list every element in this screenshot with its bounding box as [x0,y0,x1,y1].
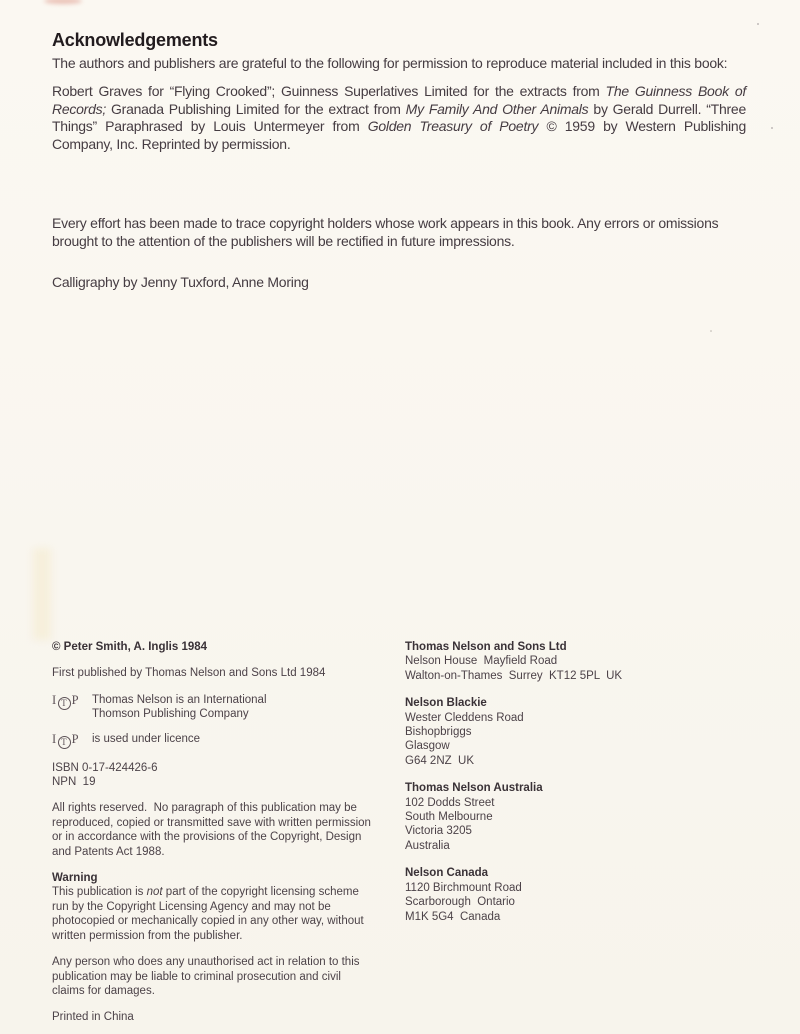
address-line: South Melbourne [405,811,493,824]
copyright-line: © Peter Smith, A. Inglis 1984 [52,641,208,653]
itp-circled-t-icon: T [58,736,71,749]
warning-not-italic: not [146,886,163,899]
scan-speck [771,127,773,129]
itp-statement-text [92,693,267,722]
warning-paragraph [52,885,374,943]
imprint-name: Nelson Blackie [405,697,487,710]
itp-letter-i: I [52,693,57,708]
address-line: Australia [405,839,450,852]
itp-statement-line2: Thomson Publishing Company [92,708,249,721]
credit-text: Robert Graves for “Flying Crooked”; Guinness Superlatives Limited for the extracts from [52,83,606,99]
imprint-lines [405,796,735,854]
imprint-block [405,781,735,853]
printed-in-line: Printed in China [52,1011,134,1024]
imprint-block [405,696,735,768]
itp-statement-line1: Thomas Nelson is an International [92,693,267,706]
address-line: 102 Dodds Street [405,796,495,809]
imprint-block [405,640,735,683]
imprint-block [405,866,735,924]
warning-text: part of the copyright licensing scheme run by the Copyright Licensing Agency and may not be photocopied or mechanically copied in any other way, without written permission from the publisher. [52,886,364,942]
address-line: Victoria 3205 [405,825,472,838]
address-line: Nelson House Mayfield Road [405,655,558,668]
itp-circled-t-icon: T [58,697,71,710]
address-line: M1K 5G4 Canada [405,910,501,923]
itp-logo-icon [52,693,92,710]
isbn-line: ISBN 0-17-424426-6 [52,761,158,774]
warning-heading: Warning [52,872,98,885]
addresses-column [405,640,735,937]
scan-smudge-red [44,0,82,4]
imprint-name: Thomas Nelson Australia [405,782,543,795]
credit-title-italic: The Guinness Book of Records; [52,83,746,117]
imprint-name: Nelson Canada [405,867,489,880]
address-line: Wester Cleddens Road [405,711,524,724]
imprint-name: Thomas Nelson and Sons Ltd [405,641,567,653]
itp-letter-i: I [52,732,57,747]
credit-text: © 1959 by Western Publishing Company, Inc. Reprinted by permission. [52,118,746,152]
page-title: Acknowledgements [52,30,218,50]
address-line: 1120 Birchmount Road [405,881,522,894]
credits-paragraph [52,83,746,153]
imprint-lines [405,881,735,924]
first-published-line: First published by Thomas Nelson and Sons Ltd 1984 [52,667,326,680]
address-line: Glasgow [405,740,450,753]
warning-text: This publication is [52,886,147,899]
calligraphy-credit: Calligraphy by Jenny Tuxford, Anne Moring [52,274,309,291]
imprint-lines [405,654,735,683]
acknowledgements-section [52,30,746,291]
colophon-column [52,640,374,1025]
itp-statement [52,693,374,722]
address-line: Scarborough Ontario [405,896,515,909]
scan-speck [710,330,712,332]
address-line: Walton-on-Thames Surrey KT12 5PL UK [405,669,623,682]
credit-text: by Gerald Durrell. “Three Things” Paraphrased by Louis Untermeyer from [52,100,747,135]
rights-paragraph: All rights reserved. No paragraph of this publication may be reproduced, copied or transmitted save with written permission or in accordance with the provisions of the Copyright, Design and Patents Act 1988. [52,802,375,858]
intro-line: The authors and publishers are grateful to the following for permission to reproduce material included in this book: [52,55,728,71]
itp-logo-icon [52,732,92,749]
itp-letter-p: P [71,693,80,708]
credit-title-italic: My Family And Other Animals [405,100,589,117]
npn-line: NPN 19 [52,776,96,789]
liability-paragraph: Any person who does any unauthorised act in relation to this publication may be liable to criminal prosecution and civil claims for damages. [52,956,360,997]
address-line: Bishopbriggs [405,726,472,739]
address-line: G64 2NZ UK [405,754,475,767]
credit-text: Granada Publishing Limited for the extract from [106,100,406,117]
imprint-lines [405,711,735,769]
copyright-effort-paragraph: Every effort has been made to trace copyright holders whose work appears in this book. Any errors or omissions brought to the attention of the publishers will be rectified in future impressions. [52,215,719,250]
scan-speck [757,23,759,25]
itp-licence-text: is used under licence [92,732,201,745]
credit-title-italic: Golden Treasury of Poetry [367,118,539,135]
scan-streak-yellow [33,548,51,640]
itp-letter-p: P [71,732,80,747]
itp-licence [52,732,374,749]
